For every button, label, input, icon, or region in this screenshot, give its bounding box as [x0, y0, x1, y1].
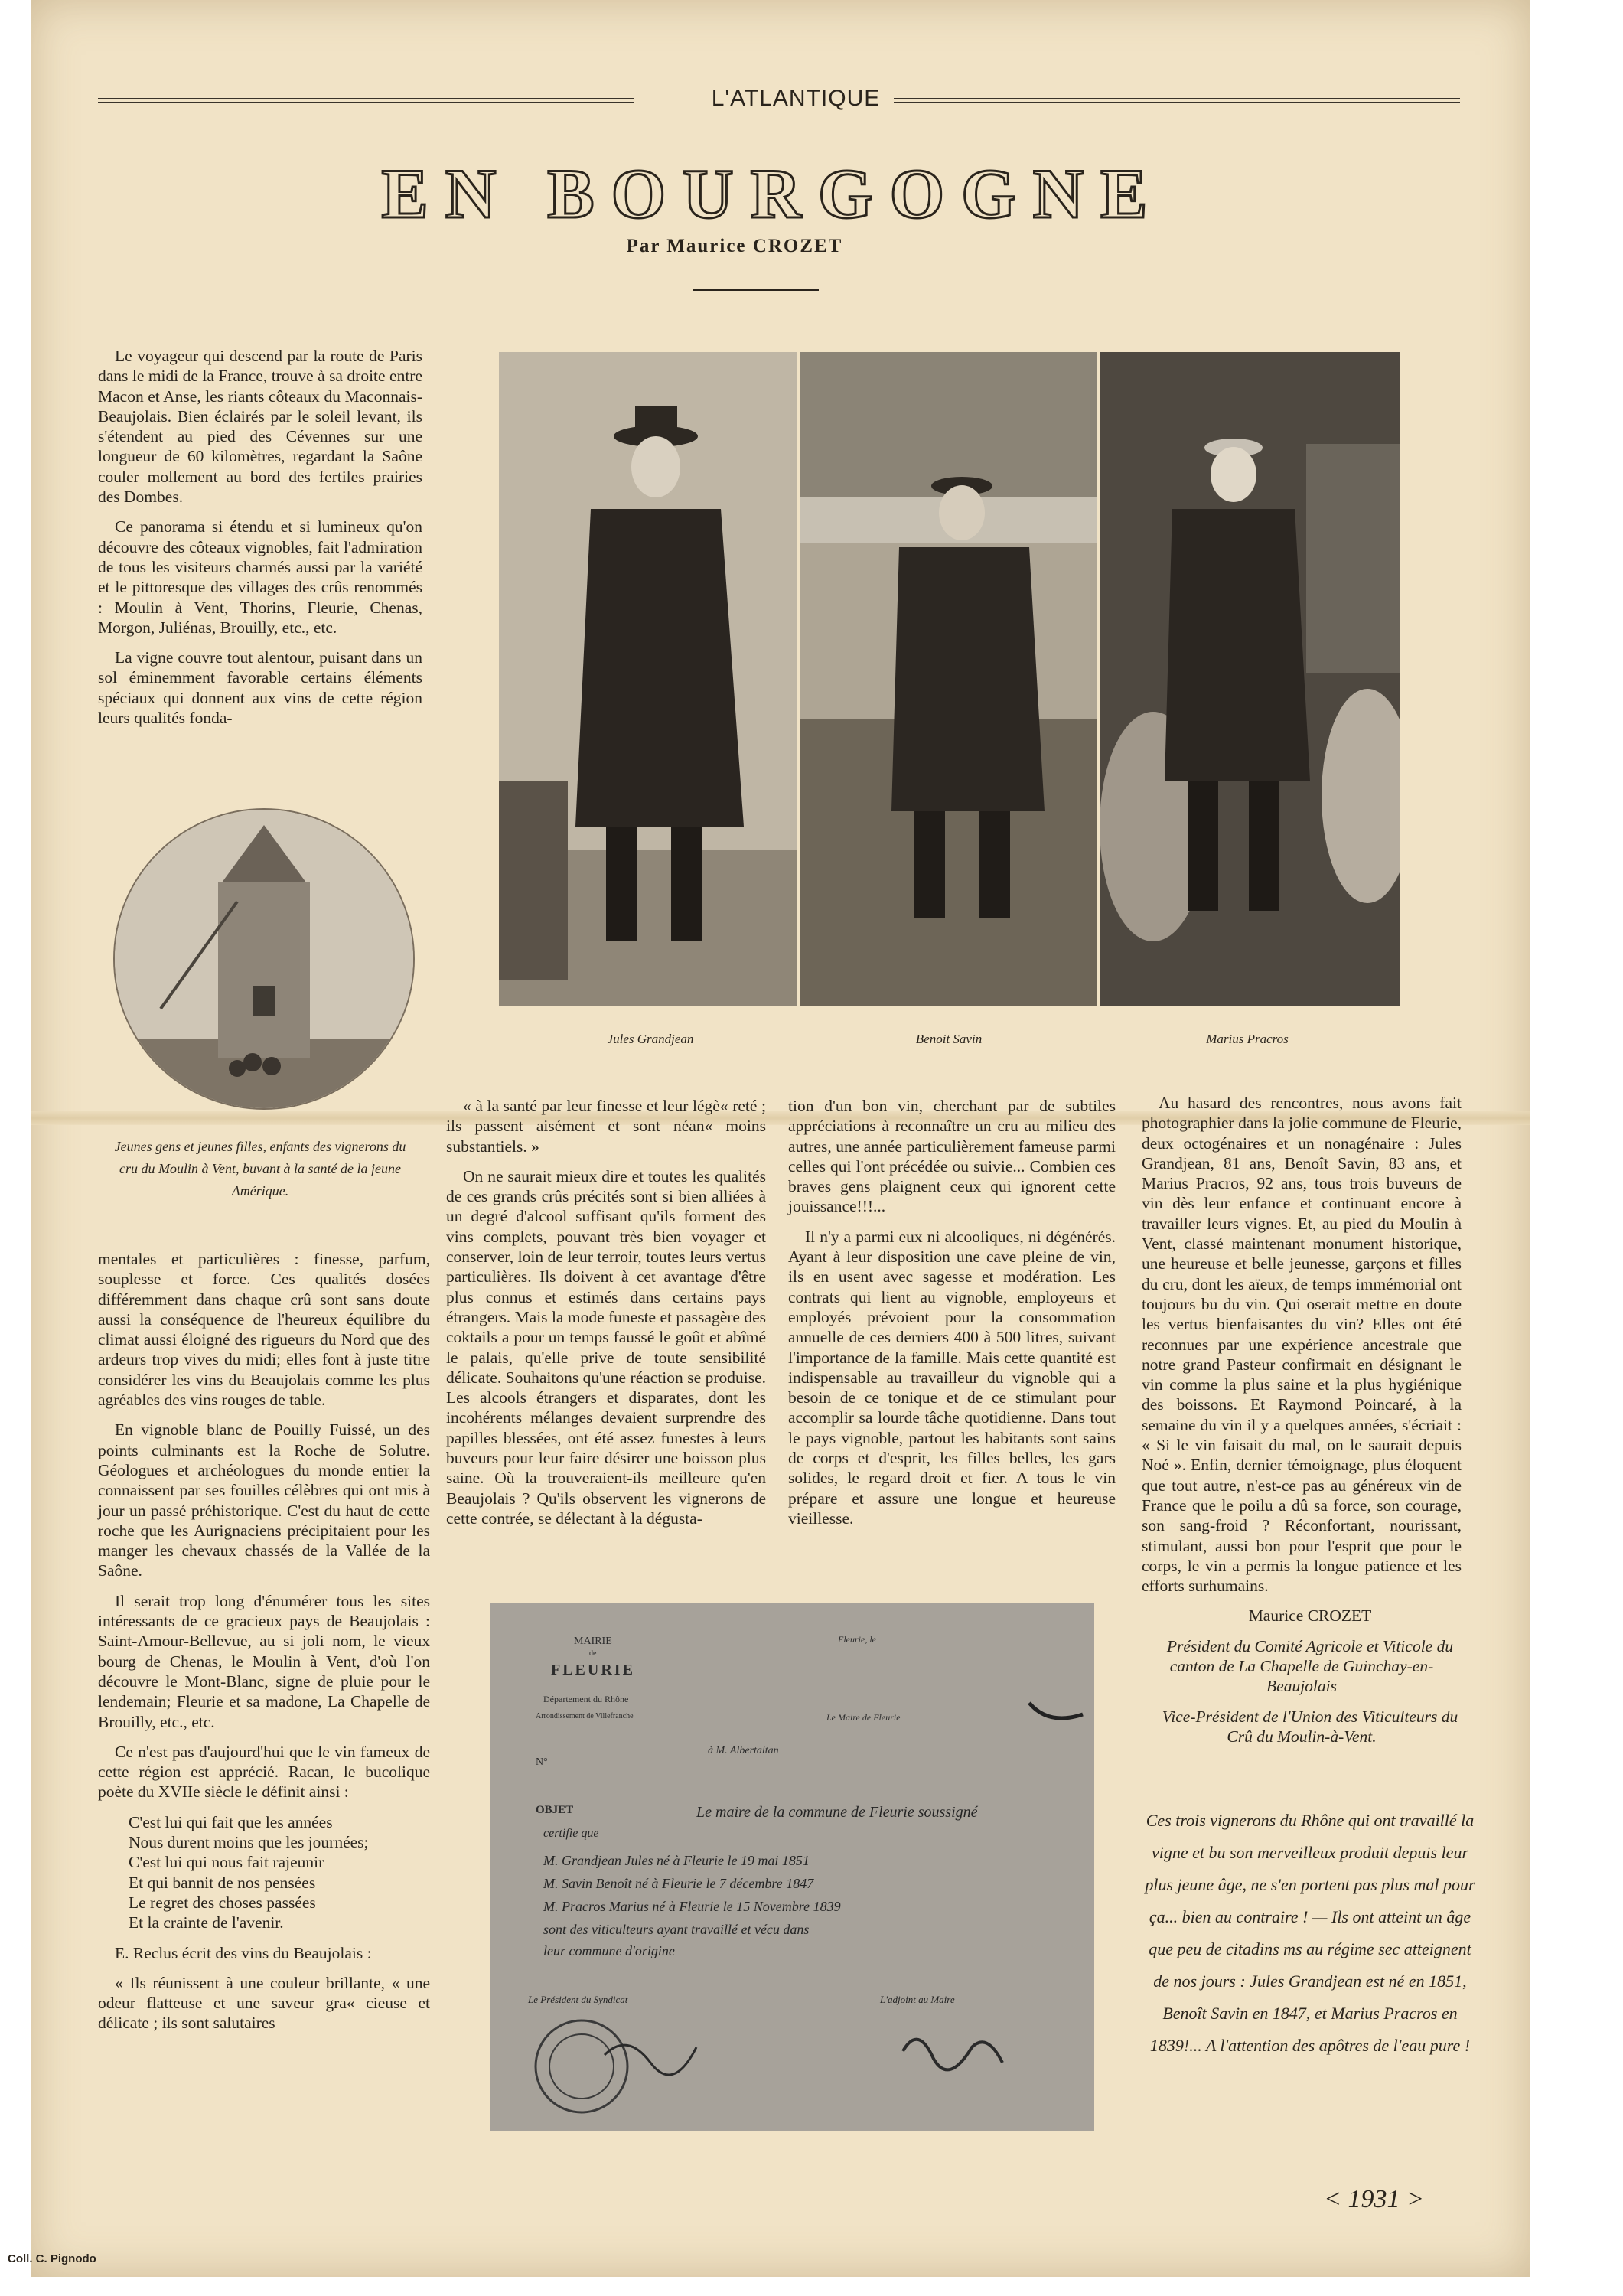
cert-town: FLEURIE	[551, 1662, 635, 1678]
paragraph: Ce n'est pas d'aujourd'hui que le vin fameux de cette région est apprécié. Racan, le bucolique poète du XVIIe siècle le définit ainsi :	[98, 1742, 430, 1802]
paragraph: « à la santé par leur finesse et leur légè« reté ; ils passent aisément et sont néan« moins substantiels. »	[446, 1097, 766, 1156]
paragraph: mentales et particulières : finesse, parfum, souplesse et force. Ces qualités dosées différemment dans chaque crû sont sans doute aussi la conséquence de l'heureux équilibre du climat aussi éloigné des rigueurs du Nord que des ardeurs trop vives du midi; elles font à juste titre considérer les vins du Beaujolais comme les plus agréables des vins rouges de table.	[98, 1250, 430, 1410]
paragraph: Il serait trop long d'énumérer tous les sites intéressants de ce gracieux pays de Beaujolais : Saint-Amour-Bellevue, au si joli nom, le vieux bourg de Chenas, le Moulin à Vent, d'où l'on découvre le Mont-Blanc, signe de pluie pour le lendemain; Fleurie et sa madone, La Chapelle de Brouilly, etc., etc.	[98, 1591, 430, 1731]
paragraph: « Ils réunissent à une couleur brillante, « une odeur flatteuse et une saveur gra« cieuse et délicate ; ils sont salutaires	[98, 1973, 430, 2033]
newspaper-name: L'ATLANTIQUE	[711, 86, 881, 111]
cert-sig-right: L'adjoint au Maire	[880, 1994, 955, 2005]
paragraph: On ne saurait mieux dire et toutes les qualités de ces grands crûs précités sont si bien alliées à un degré d'alcool suffisant qu'ils forment des vins complets, pouvant très bien voyager et conserver, loin de leur terroir, toutes leurs vertus particulières. Ils doivent à cet avantage d'être plus connus et estimés dans certains pays étrangers. Mais la mode funeste et passagère des coktails a pour un temps faussé le goût et abîmé le palais, qu'elle prive de toute sensibilité délicate. Souhaitons qu'une réaction se produise. Les alcools étrangers et disparates, dont les incohérents mélanges devaient surprendre des papilles blessées, ont été assez funestes à leurs buveurs pour leur faire désirer une boisson plus saine. Où la trouveraient-ils meilleure qu'en Beaujolais ? Qu'ils observent les vignerons de cette contrée, se délectant à la dégusta-	[446, 1166, 766, 1528]
caption-benoit: Benoit Savin	[915, 1032, 983, 1046]
poem-line: Nous durent moins que les journées;	[129, 1833, 369, 1852]
author-signature: Maurice CROZET	[1248, 1606, 1372, 1626]
portrait-marius-pracros	[1100, 352, 1400, 1006]
author-role: Président du Comité Agricole et Viticole du canton de La Chapelle de Guinchay-en-Beaujolais	[1166, 1636, 1454, 1696]
paragraph: tion d'un bon vin, cherchant par de subtiles appréciations à reconnaître un cru au milieu des autres, une année particulièrement fameuse parmi celles qui l'ont précédée ou suivie... Combien ces braves gens plaignent ceux qui ignorent cette jouissance!!!...	[788, 1097, 1116, 1216]
author-role: Vice-Président de l'Union des Viticulteurs du Crû du Moulin-à-Vent.	[1162, 1707, 1458, 1746]
portrait-jules-grandjean	[499, 352, 797, 1006]
column-1-bottom	[98, 1249, 430, 2043]
handwritten-year-note: < 1931 >	[1324, 2185, 1424, 2213]
byline: Par Maurice CROZET	[626, 236, 843, 256]
column-1-top	[98, 346, 422, 738]
mairie-certificate	[490, 1603, 1094, 2131]
byline-rule	[693, 289, 819, 291]
cert-arr: Arrondissement de Villefranche	[536, 1712, 634, 1720]
tower-caption: Jeunes gens et jeunes filles, enfants des vignerons du cru du Moulin à Vent, buvant à la santé de la jeune Amérique.	[114, 1139, 406, 1199]
header-rule-left	[98, 98, 634, 103]
cert-hand-line: Le maire de la commune de Fleurie soussigné	[696, 1804, 978, 1821]
cert-no: N°	[536, 1756, 548, 1768]
caption-jules: Jules Grandjean	[607, 1032, 694, 1046]
cert-hand-line: sont des viticulteurs ayant travaillé et vécu dans	[543, 1922, 810, 1937]
paragraph: Ce panorama si étendu et si lumineux qu'on découvre des côteaux vignobles, fait l'admiration de tous les visiteurs charmés aussi par la variété et le pittoresque des villages des crûs renommés : Moulin à Vent, Thorins, Fleurie, Chenas, Morgon, Juliénas, Brouilly, etc., etc.	[98, 517, 422, 637]
cert-hand-line: M. Savin Benoît né à Fleurie le 7 décembre 1847	[543, 1876, 814, 1891]
cert-seal-and-signatures	[505, 2017, 1079, 2124]
header-rule-right	[894, 98, 1460, 103]
cert-hand-line: M. Pracros Marius né à Fleurie le 15 Novembre 1839	[543, 1899, 841, 1914]
collection-credit: Coll. C. Pignodo	[8, 2252, 96, 2265]
paragraph: E. Reclus écrit des vins du Beaujolais :	[115, 1943, 372, 1962]
cert-hand-line: M. Grandjean Jules né à Fleurie le 19 mai 1851	[543, 1853, 810, 1868]
column-2	[446, 1096, 766, 1538]
cert-dept: Département du Rhône	[543, 1694, 629, 1704]
cert-maire-de: Le Maire de Fleurie	[826, 1712, 901, 1723]
cert-hand-line: certifie que	[543, 1827, 599, 1840]
sidebar-note: Ces trois vignerons du Rhône qui ont travaillé la vigne et bu son merveilleux produit depuis leur plus jeune âge, ne s'en portent pas plus mal pour ça... bien au contraire ! — Ils ont atteint un âge que peu de citadins ms au régime sec atteignent de nos jours : Jules Grandjean est né en 1851, Benoît Savin en 1847, et Marius Pracros en 1839!... A l'attention des apôtres de l'eau pure !	[1145, 1811, 1475, 2055]
cert-recipient: à M. Albertaltan	[708, 1745, 779, 1756]
poem-line: Et qui bannit de nos pensées	[129, 1873, 316, 1892]
paragraph: La vigne couvre tout alentour, puisant dans un sol éminemment favorable certains éléments spéciaux qui donnent aux vins de cette région leurs qualités fonda-	[98, 648, 422, 728]
column-4	[1142, 1093, 1462, 1756]
caption-marius: Marius Pracros	[1206, 1032, 1289, 1046]
article-title: EN BOURGOGNE	[381, 155, 1165, 233]
poem-line: Le regret des choses passées	[129, 1893, 316, 1912]
cert-objet: OBJET	[536, 1804, 574, 1816]
moulin-a-vent-photo	[113, 808, 415, 1110]
poem-line: Et la crainte de l'avenir.	[129, 1913, 284, 1932]
portrait-benoit-savin	[800, 352, 1097, 1006]
cert-ink-mark	[1025, 1695, 1087, 1733]
cert-hand-line: leur commune d'origine	[543, 1943, 675, 1958]
paragraph: Il n'y a parmi eux ni alcooliques, ni dégénérés. Ayant à leur disposition une cave pleine de vin, ils en usent avec sagesse et modération. Les contrats qui lient au vignoble, employeurs et employés prévoient pour la consommation annuelle de ces derniers 400 à 500 litres, suivant l'importance de la famille. Mais cette quantité est indispensable au travailleur du vignoble qui a besoin de ce tonique et de ce stimulant pour accomplir sa lourde tâche quotidienne. Dans tout le pays vignoble, partout les habitants sont sains de corps et d'esprit, les filles belles, les gars solides, le regard droit et fier. A tous le vin prépare et assure une longue et heureuse vieillesse.	[788, 1227, 1116, 1528]
paragraph: Le voyageur qui descend par la route de Paris dans le midi de la France, trouve à sa droite entre Macon et Anse, les riants côteaux du Maconnais-Beaujolais. Bien éclairés par le soleil levant, ils s'étendent au pied des Cévennes sur une longueur de 60 kilomètres, regardant la Saône couler mollement au bord des fertiles prairies des Dombes.	[98, 347, 422, 507]
cert-fleurie-le: Fleurie, le	[838, 1634, 876, 1645]
poem-line: C'est lui qui fait que les années	[129, 1812, 333, 1831]
cert-sig-left: Le Président du Syndicat	[528, 1994, 628, 2005]
poem-line: C'est lui qui nous fait rajeunir	[129, 1853, 324, 1872]
column-3	[788, 1096, 1116, 1538]
paragraph: Au hasard des rencontres, nous avons fait photographier dans la jolie commune de Fleurie, deux octogénaires et un nonagénaire : Jules Grandjean, 81 ans, Benoît Savin, 83 ans, et Marius Pracros, 92 ans, tous trois buveurs de vin dès leur enfance et continuant encore à travailler leurs vignes. Et, au pied du Moulin à Vent, classé maintenant monument historique, une heureuse et belle jeunesse, garçons et filles du cru, dont les aïeux, de temps immémorial ont toujours bu du vin. Qui oserait mettre en doute les vertus bienfaisantes du vin? Elles ont été reconnues par une expérience ancestrale que notre grand Pasteur confirmait en désignant le vin comme la plus saine et la plus hygiénique des boissons. Et Raymond Poincaré, à la semaine du vin il y a quelques années, s'écriait : « Si le vin faisait du mal, on le saurait depuis Noé ». Enfin, dernier témoignage, plus éloquent que tout autre, n'est-ce pas au généreux vin de France que le poilu a dû sa force, son courage, son sang-froid ? Réconfortant, nourissant, stimulant, aussi bon pour l'esprit que pour le corps, le vin a permis la longue patience et les efforts surhumains.	[1142, 1094, 1462, 1596]
paragraph: En vignoble blanc de Pouilly Fuissé, un des points culminants est la Roche de Solutre. Géologues et archéologues du monde entier la connaissent par ses fouilles célèbres qui ont mis à jour un passé préhistorique. C'est du haut de cette roche que les Aurignaciens précipitaient pour les manger les chevaux chassés de la Vallée de la Saône.	[98, 1420, 430, 1580]
cert-de: de	[589, 1649, 597, 1658]
cert-mairie: MAIRIE	[574, 1636, 612, 1647]
